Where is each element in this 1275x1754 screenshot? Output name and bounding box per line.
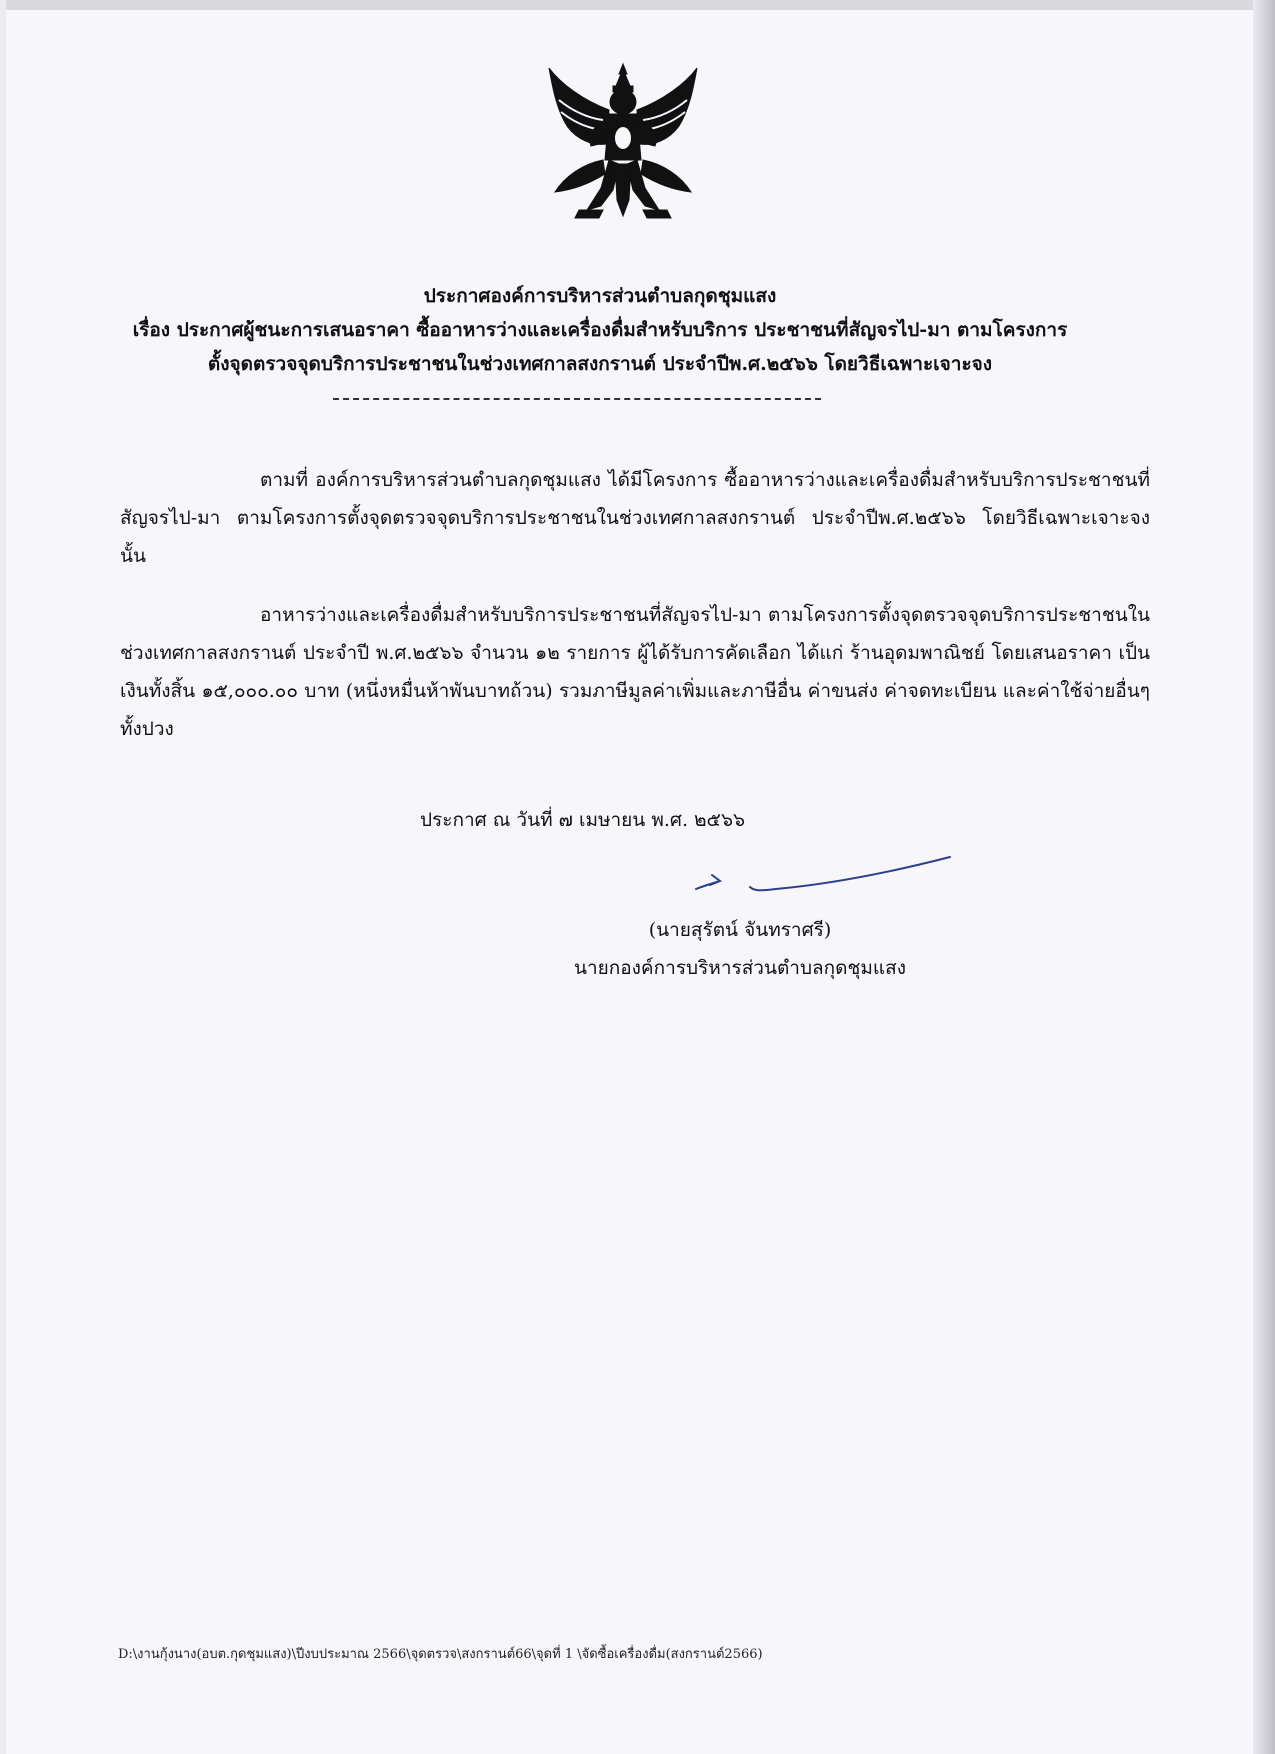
subject-line-2: ตั้งจุดตรวจจุดบริการประชาชนในช่วงเทศกาลสงกรานต์ ประจำปีพ.ศ.๒๕๖๖ โดยวิธีเฉพาะเจาะจง: [207, 353, 993, 375]
paragraph-award: [120, 596, 1150, 748]
paragraph-award-text: อาหารว่างและเครื่องดื่มสำหรับบริการประชาชนที่สัญจรไป-มา ตามโครงการตั้งจุดตรวจจุดบริการประชาชนในช่วงเทศกาลสงกรานต์ ประจำปี พ.ศ.๒๕๖๖ จำนวน ๑๒ รายการ ผู้ได้รับการคัดเลือก ได้แก่ ร้านอุดมพาณิชย์ โดยเสนอราคา เป็นเงินทั้งสิ้น ๑๕,๐๐๐.๐๐ บาท (หนึ่งหมื่นห้าพันบาทถ้วน) รวมภาษีมูลค่าเพิ่มและภาษีอื่น ค่าขนส่ง ค่าจดทะเบียน และค่าใช้จ่ายอื่นๆ ทั้งปวง: [120, 604, 1150, 740]
announcement-heading: ประกาศองค์การบริหารส่วนตำบลกุดชุมแสง: [423, 285, 777, 307]
announcement-date: ประกาศ ณ วันที่ ๗ เมษายน พ.ศ. ๒๕๖๖: [420, 809, 746, 831]
divider-rule: [333, 398, 821, 400]
subject-line-1: เรื่อง ประกาศผู้ชนะการเสนอราคา ซื้ออาหารว่างและเครื่องดื่มสำหรับบริการ ประชาชนที่สัญจรไป-มา ตามโครงการ: [132, 319, 1068, 341]
paragraph-background: [120, 461, 1150, 575]
scan-edge-right: [1253, 0, 1275, 1754]
scan-edge-top: [0, 0, 1275, 10]
garuda-emblem-icon: [543, 60, 703, 222]
file-path-footer: D:\งานกุ้งนาง(อบต.กุดชุมแสง)\ปีงบประมาณ 2566\จุดตรวจ\สงกรานต์66\จุดที่ 1 \จัดซื้อเครื่องดื่ม(สงกรานต์2566): [118, 1647, 763, 1662]
signer-title: นายกองค์การบริหารส่วนตำบลกุดชุมแสง: [573, 957, 907, 979]
scan-edge-left: [0, 0, 6, 1754]
signer-name: (นายสุรัตน์ จันทราศรี): [648, 919, 832, 941]
handwritten-signature: [680, 845, 960, 905]
paragraph-background-text: ตามที่ องค์การบริหารส่วนตำบลกุดชุมแสง ได้มีโครงการ ซื้ออาหารว่างและเครื่องดื่มสำหรับบริการประชาชนที่สัญจรไป-มา ตามโครงการตั้งจุดตรวจจุดบริการประชาชนในช่วงเทศกาลสงกรานต์ ประจำปีพ.ศ.๒๕๖๖ โดยวิธีเฉพาะเจาะจง นั้น: [120, 469, 1150, 567]
